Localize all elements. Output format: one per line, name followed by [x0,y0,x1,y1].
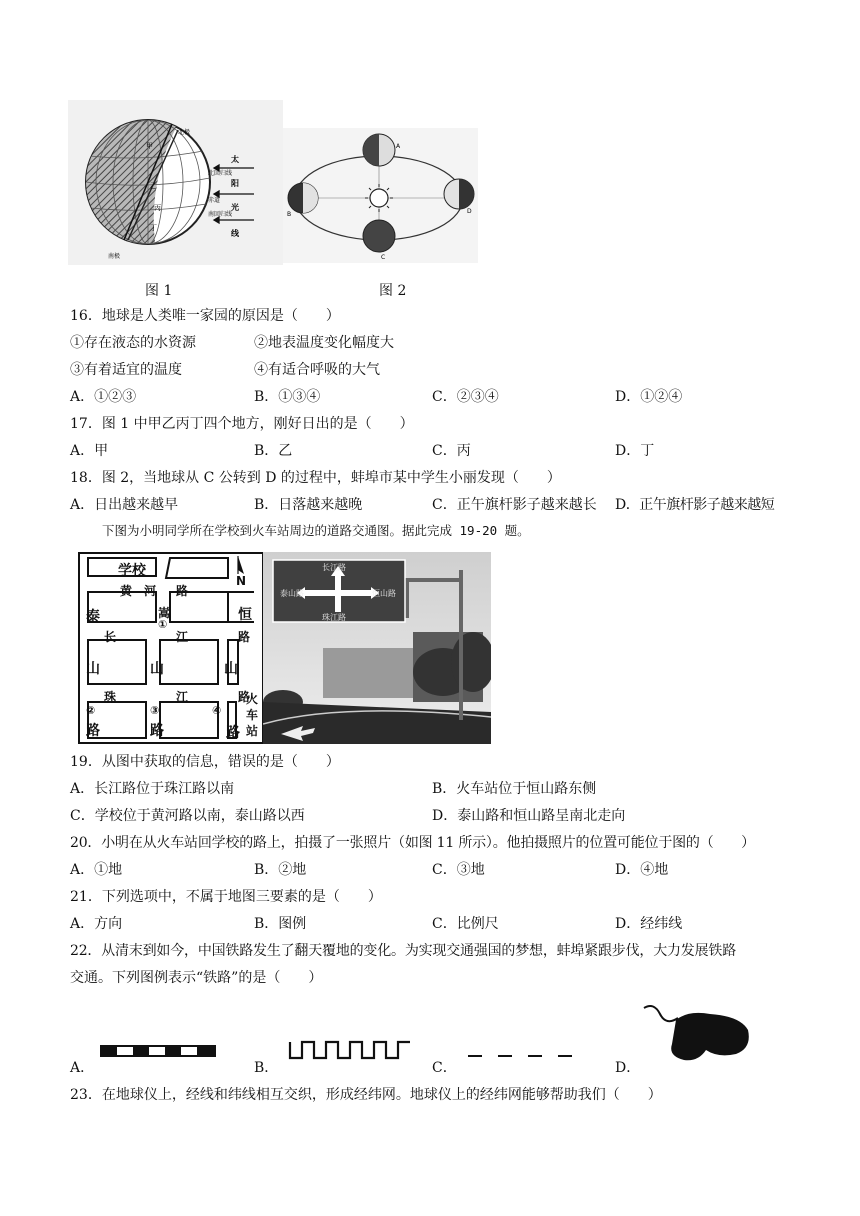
figure-1-earth-illumination [68,100,283,265]
map-marker-1: ① [158,618,168,631]
q19-option-d[interactable]: D．泰山路和恒山路呈南北走向 [432,808,626,824]
q18-option-b[interactable]: B．日落越来越晚 [254,497,363,513]
q18-option-c[interactable]: C．正午旗杆影子越来越长 [432,497,597,513]
legend-dashed-line-symbol [466,1052,574,1060]
q16-option-c[interactable]: C．②③④ [432,389,499,405]
legend-wall-symbol [288,1036,412,1062]
svg-text:太: 太 [231,155,239,164]
map-heng-shan: 山 [224,661,238,677]
svg-text:乙: 乙 [150,182,157,190]
q16-option-b[interactable]: B．①③④ [254,389,321,405]
map-huanghe-2: 河 [144,584,157,598]
road-photo [263,552,491,744]
svg-text:A: A [396,143,401,150]
q17-option-b[interactable]: B．乙 [254,443,293,459]
map-tai: 泰 [86,609,100,625]
q16-statement-3: ③有着适宜的温度 [70,362,182,378]
earth-c [363,220,395,252]
q17-option-c[interactable]: C．丙 [432,443,471,459]
map-huanghe-3: 路 [176,584,189,598]
map-lu-right: 路 [226,725,240,741]
svg-text:南回归线: 南回归线 [208,211,233,218]
q20-option-b[interactable]: B．②地 [254,862,307,878]
map-station-2: 车 [246,708,259,722]
svg-text:赤道: 赤道 [208,197,221,204]
q16-option-a[interactable]: A．①②③ [70,389,137,405]
svg-text:D: D [467,208,472,215]
sign-right: 恒山路 [372,589,396,598]
earth-d [444,179,474,209]
q20-option-d[interactable]: D．④地 [615,862,669,878]
svg-text:北极: 北极 [178,129,191,136]
svg-text:光: 光 [231,203,239,212]
map-huanghe-1: 黄 [120,584,133,598]
q21-option-a[interactable]: A．方向 [70,916,123,932]
legend-lake-symbol [640,1000,752,1066]
question-16-stem: 16．地球是人类唯一家园的原因是（ ） [70,308,340,324]
map-marker-4: ④ [212,704,222,717]
figure-2-caption: 图 2 [379,283,407,299]
q21-option-b[interactable]: B．图例 [254,916,307,932]
q22-option-d[interactable]: D． [615,1060,641,1076]
road-map [78,552,264,744]
svg-text:甲: 甲 [146,142,153,150]
question-22-stem-line1: 22．从清末到如今，中国铁路发生了翻天覆地的变化。为实现交通强国的梦想，蚌埠紧跟步伐，大力发展铁路 [70,943,737,959]
q19-option-a[interactable]: A．长江路位于珠江路以南 [70,781,235,797]
q17-option-d[interactable]: D．丁 [615,443,655,459]
question-17-stem: 17．图 1 中甲乙丙丁四个地方，刚好日出的是（ ） [70,416,414,432]
map-zhujiang-3: 路 [238,690,251,704]
map-changjiang-1: 长 [104,630,117,644]
svg-text:北回归线: 北回归线 [208,170,233,177]
sign-top: 长江路 [322,563,346,572]
q18-option-a[interactable]: A．日出越来越早 [70,497,179,513]
map-lu-left: 路 [86,723,100,739]
map-north-label: N [236,574,247,588]
q22-option-b[interactable]: B． [254,1060,279,1076]
map-station-3: 站 [246,724,259,738]
question-18-stem: 18．图 2，当地球从 C 公转到 D 的过程中，蚌埠市某中学生小丽发现（ ） [70,470,561,486]
sign-bottom: 珠江路 [322,613,346,622]
svg-text:丁: 丁 [150,224,157,232]
q16-option-d[interactable]: D．①②④ [615,389,683,405]
q19-option-c[interactable]: C．学校位于黄河路以南，泰山路以西 [70,808,305,824]
q16-statement-2: ②地表温度变化幅度大 [254,335,394,351]
map-school-label: 学校 [118,563,146,579]
earth-a [363,134,395,166]
question-23-stem: 23．在地球仪上，经线和纬线相互交织，形成经纬网。地球仪上的经纬网能够帮助我们（ ） [70,1087,662,1103]
svg-text:C: C [381,254,386,261]
map-song-shan: 山 [150,661,164,677]
q22-option-c[interactable]: C． [432,1060,457,1076]
q20-option-c[interactable]: C．③地 [432,862,485,878]
svg-text:B: B [287,211,292,218]
svg-text:线: 线 [231,229,239,238]
question-22-stem-line2: 交通。下列图例表示“铁路”的是（ ） [70,970,323,986]
q22-option-a[interactable]: A． [70,1060,95,1076]
svg-text:丙: 丙 [154,204,161,212]
map-heng: 恒 [238,607,252,623]
map-marker-3: ③ [150,704,160,717]
q18-option-d[interactable]: D．正午旗杆影子越来越短 [615,497,775,513]
map-song: 嵩 [158,606,171,620]
map-zhujiang-1: 珠 [104,690,117,704]
q21-option-c[interactable]: C．比例尺 [432,916,499,932]
svg-text:阳: 阳 [231,179,239,188]
map-changjiang-2: 江 [176,630,189,644]
q19-option-b[interactable]: B．火车站位于恒山路东侧 [432,781,597,797]
map-station-1: 火 [246,692,259,706]
map-tai-shan: 山 [86,661,100,677]
earth-b [288,183,318,213]
map-marker-2: ② [86,704,96,717]
legend-railway-symbol [100,1043,216,1059]
question-21-stem: 21．下列选项中，不属于地图三要素的是（ ） [70,889,382,905]
intro-19-20: 下图为小明同学所在学校到火车站周边的道路交通图。据此完成 19-20 题。 [102,523,530,538]
question-20-stem: 20．小明在从火车站回学校的路上，拍摄了一张照片（如图 11 所示）。他拍摄照片的位置可能位于图的（ ） [70,835,755,851]
figure-2-earth-orbit [283,128,478,263]
map-lu-mid: 路 [150,723,164,739]
question-19-stem: 19．从图中获取的信息，错误的是（ ） [70,754,340,770]
svg-text:南极: 南极 [108,253,121,260]
map-changjiang-3: 路 [238,630,251,644]
q20-option-a[interactable]: A．①地 [70,862,123,878]
q16-statement-1: ①存在液态的水资源 [70,335,196,351]
sign-left: 泰山路 [280,589,304,598]
map-zhujiang-2: 江 [176,690,189,704]
q17-option-a[interactable]: A．甲 [70,443,109,459]
q21-option-d[interactable]: D．经纬线 [615,916,683,932]
figure-1-caption: 图 1 [145,283,173,299]
q16-statement-4: ④有适合呼吸的大气 [254,362,380,378]
